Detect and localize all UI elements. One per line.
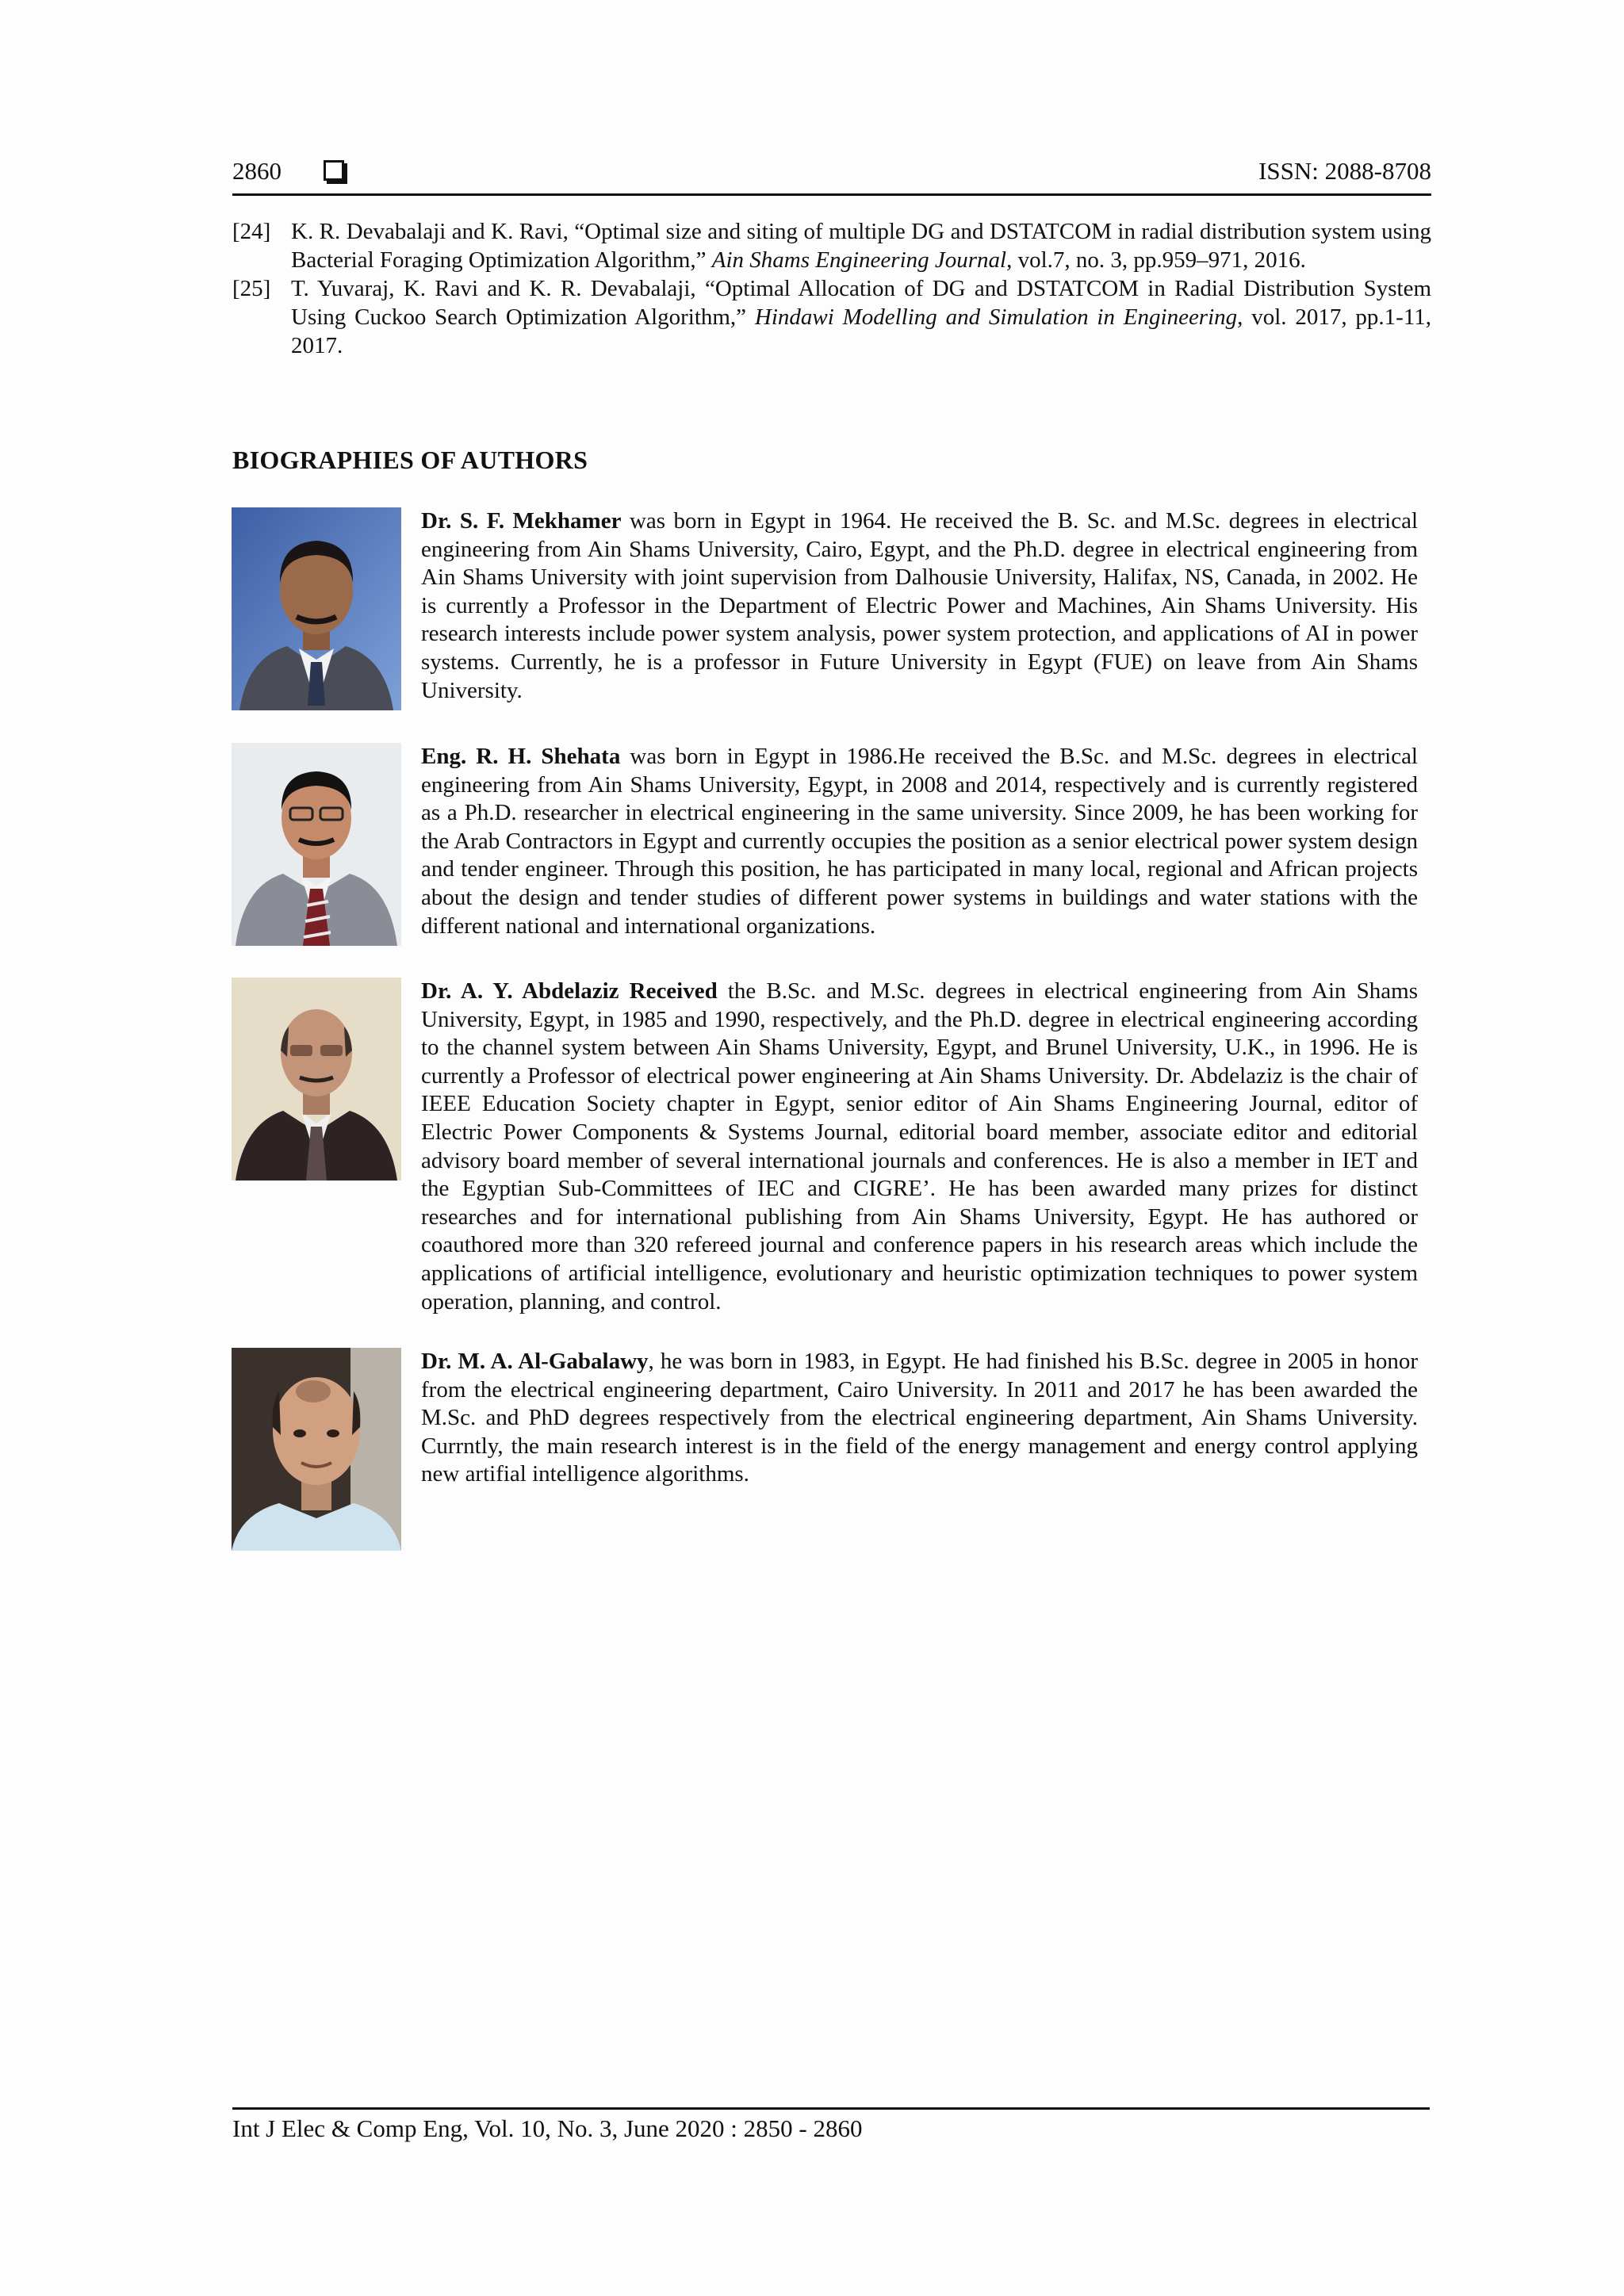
portrait-icon <box>232 743 401 946</box>
square-bullet-icon <box>324 160 344 181</box>
author-name: Dr. M. A. Al-Gabalawy <box>421 1349 649 1374</box>
page-footer <box>232 2107 1430 2143</box>
reference-item <box>232 274 1431 360</box>
page-header <box>232 154 1431 196</box>
reference-item <box>232 217 1431 274</box>
bio-text <box>421 978 1418 1316</box>
author-name: Dr. A. Y. Abdelaziz Received <box>421 978 718 1004</box>
reference-journal: Hindawi Modelling and Simulation in Engineering <box>754 304 1238 330</box>
reference-list <box>232 217 1431 360</box>
bio-body: the B.Sc. and M.Sc. degrees in electrical engineering from Ain Shams University, Egypt, in 1985 and 1990, respectively, and the Ph.D. degree in electrical engineering according to the channel system between Ain Shams University, Egypt, and Brunel University, U.K., in 1996. He is currently a Professor of electrical power engineering at Ain Shams University. Dr. Abdelaziz is the chair of IEEE Education Society chapter in Egypt, senior editor of Ain Shams Engineering Journal, editor of Electric Power Components & Systems Journal, editorial board member, associate editor and editorial advisory board member of several international journals and conferences. He is also a member in IET and the Egyptian Sub-Committees of IEC and CIGRE’. He has been awarded many prizes for distinct researches and for international publishing from Ain Shams University, Egypt. He has authored or coauthored more than 320 refereed journal and conference papers in his research areas which include the applications of artificial intelligence, evolutionary and heuristic optimization techniques to power system operation, planning, and control. <box>421 978 1418 1314</box>
portrait-icon <box>232 507 401 710</box>
reference-number: [24] <box>232 219 271 244</box>
journal-citation: Int J Elec & Comp Eng, Vol. 10, No. 3, June 2020 : 2850 - 2860 <box>232 2114 863 2142</box>
author-name: Dr. S. F. Mekhamer <box>421 508 622 534</box>
bio-text <box>421 507 1418 705</box>
author-photo <box>232 978 401 1181</box>
reference-details: , vol.7, no. 3, pp.959–971, 2016. <box>1006 247 1306 273</box>
author-photo <box>232 1348 401 1551</box>
issn-label: ISSN: 2088-8708 <box>1258 157 1431 185</box>
portrait-icon <box>232 978 401 1181</box>
bio-body: was born in Egypt in 1986.He received the B.Sc. and M.Sc. degrees in electrical engineering from Ain Shams University, Egypt, in 2008 and 2014, respectively and is currently registered as a Ph.D. researcher in electrical engineering in the same university. Since 2009, he has been working for the Arab Contractors in Egypt and currently occupies the position as a senior electrical power system design and tender engineer. Through this position, he has participated in many local, regional and African projects about the design and tender studies of different power systems in buildings and water stations with the different national and international organizations. <box>421 744 1418 939</box>
bio-body: was born in Egypt in 1964. He received the B. Sc. and M.Sc. degrees in electrical engineering from Ain Shams University, Cairo, Egypt, and the Ph.D. degree in electrical engineering from Ain Shams University with joint supervision from Dalhousie University, Halifax, NS, Canada, in 2002. He is currently a Professor in the Department of Electric Power and Machines, Ain Shams University. His research interests include power system analysis, power system protection, and applications of AI in power systems. Currently, he is a professor in Future University in Egypt (FUE) on leave from Ain Shams University. <box>421 508 1419 703</box>
page-number: 2860 <box>232 157 282 185</box>
reference-number: [25] <box>232 276 271 301</box>
reference-text: T. Yuvaraj, K. Ravi and K. R. Devabalaji, “Optimal Allocation of DG and DSTATCOM in Radial Distribution System Using Cuckoo Search Optimization Algorithm,” <box>291 276 1431 330</box>
reference-details: , vol. 2017, pp.1-11, 2017. <box>291 304 1432 358</box>
bio-text <box>421 1348 1418 1489</box>
bio-text <box>421 743 1418 940</box>
author-photo <box>232 743 401 946</box>
reference-journal: Ain Shams Engineering Journal <box>711 247 1007 273</box>
section-title: BIOGRAPHIES OF AUTHORS <box>232 446 588 474</box>
portrait-icon <box>232 1348 401 1551</box>
bio-body: , he was born in 1983, in Egypt. He had finished his B.Sc. degree in 2005 in honor from the electrical engineering department, Cairo University. In 2011 and 2017 he has been awarded the M.Sc. and PhD degrees respectively from the electrical engineering department, Ain Shams University. Currntly, the main research interest is in the field of the energy management and energy control applying new artifial intelligence algorithms. <box>421 1349 1419 1487</box>
author-name: Eng. R. H. Shehata <box>421 744 621 769</box>
author-photo <box>232 507 401 710</box>
reference-text: K. R. Devabalaji and K. Ravi, “Optimal size and siting of multiple DG and DSTATCOM in radial distribution system using Bacterial Foraging Optimization Algorithm,” <box>291 219 1431 273</box>
